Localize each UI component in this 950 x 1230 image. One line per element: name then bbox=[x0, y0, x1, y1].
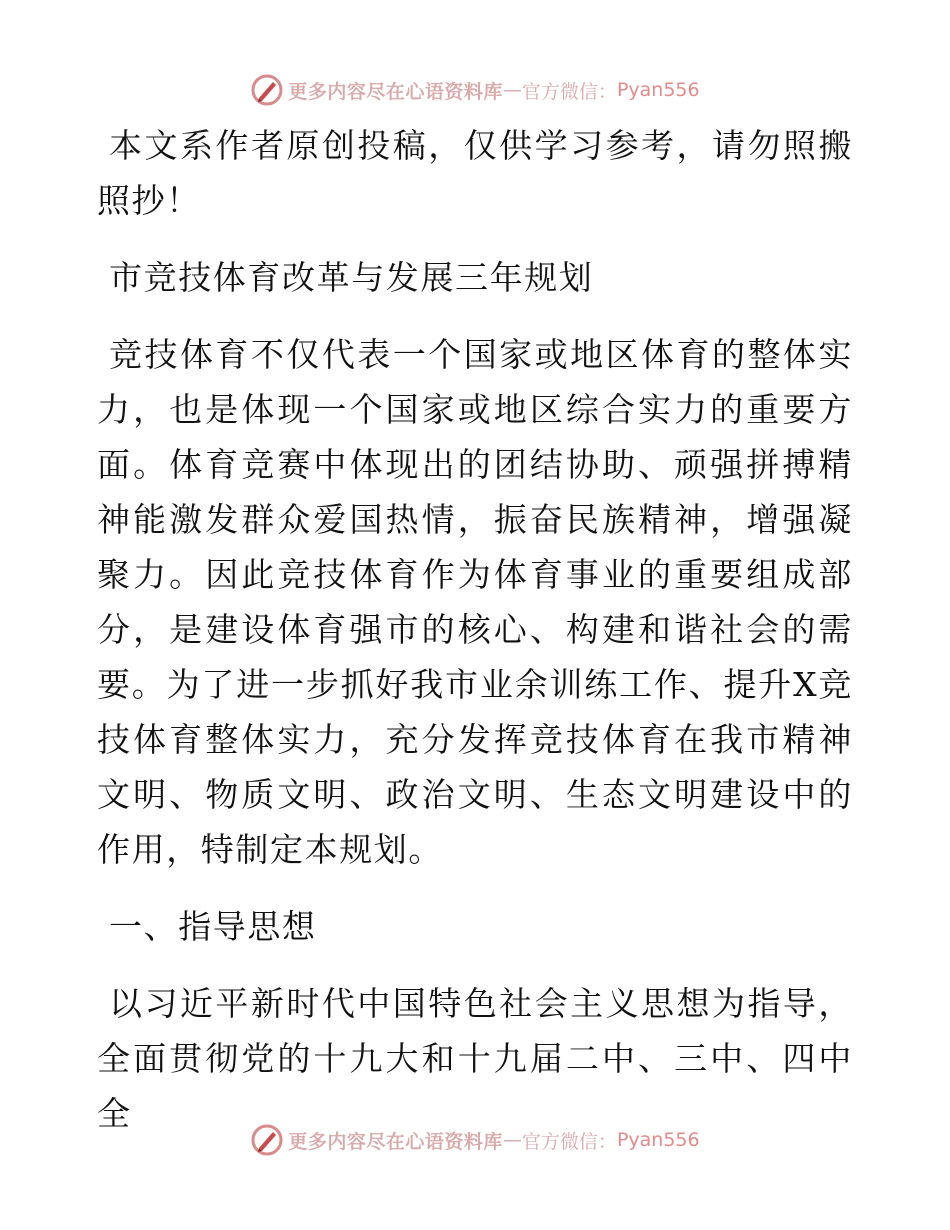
pen-logo-icon bbox=[250, 1123, 284, 1157]
watermark-wechat-id: Pyan556 bbox=[616, 79, 700, 101]
guiding-ideology-paragraph: 以习近平新时代中国特色社会主义思想为指导，全面贯彻党的十九大和十九届二中、三中、四中全 bbox=[97, 984, 853, 1133]
section-heading-guiding-ideology: 一、指导思想 bbox=[109, 907, 317, 946]
footer-watermark bbox=[0, 1120, 950, 1160]
watermark-library-name: 更多内容尽在心语资料库 bbox=[288, 80, 503, 103]
intro-paragraph: 竞技体育不仅代表一个国家或地区体育的整体实力，也是体现一个国家或地区综合实力的重要方面。体育竞赛中体现出的团结协助、顽强拼搏精神能激发群众爱国热情，振奋民族精神，增强凝聚力。因此竞技体育作为体育事业的重要组成部分，是建设体育强市的核心、构建和谐社会的需要。为了进一步抓好我市业余训练工作、提升X竞技体育整体实力，充分发挥竞技体育在我市精神文明、物质文明、政治文明、生态文明建设中的作用，特制定本规划。 bbox=[97, 335, 853, 869]
copyright-notice: 本文系作者原创投稿，仅供学习参考，请勿照搬照抄！ bbox=[97, 126, 853, 220]
watermark-wechat-label: 官方微信： bbox=[521, 80, 617, 103]
watermark-wechat-label: 官方微信： bbox=[521, 1130, 617, 1153]
watermark-separator: — bbox=[502, 1129, 522, 1151]
document-body bbox=[97, 118, 853, 1163]
watermark-separator: — bbox=[502, 79, 522, 101]
header-watermark bbox=[0, 70, 950, 110]
pen-logo-icon bbox=[250, 73, 284, 107]
watermark-library-name: 更多内容尽在心语资料库 bbox=[288, 1130, 503, 1153]
document-title: 市竞技体育改革与发展三年规划 bbox=[109, 258, 594, 297]
watermark-wechat-id: Pyan556 bbox=[616, 1129, 700, 1151]
